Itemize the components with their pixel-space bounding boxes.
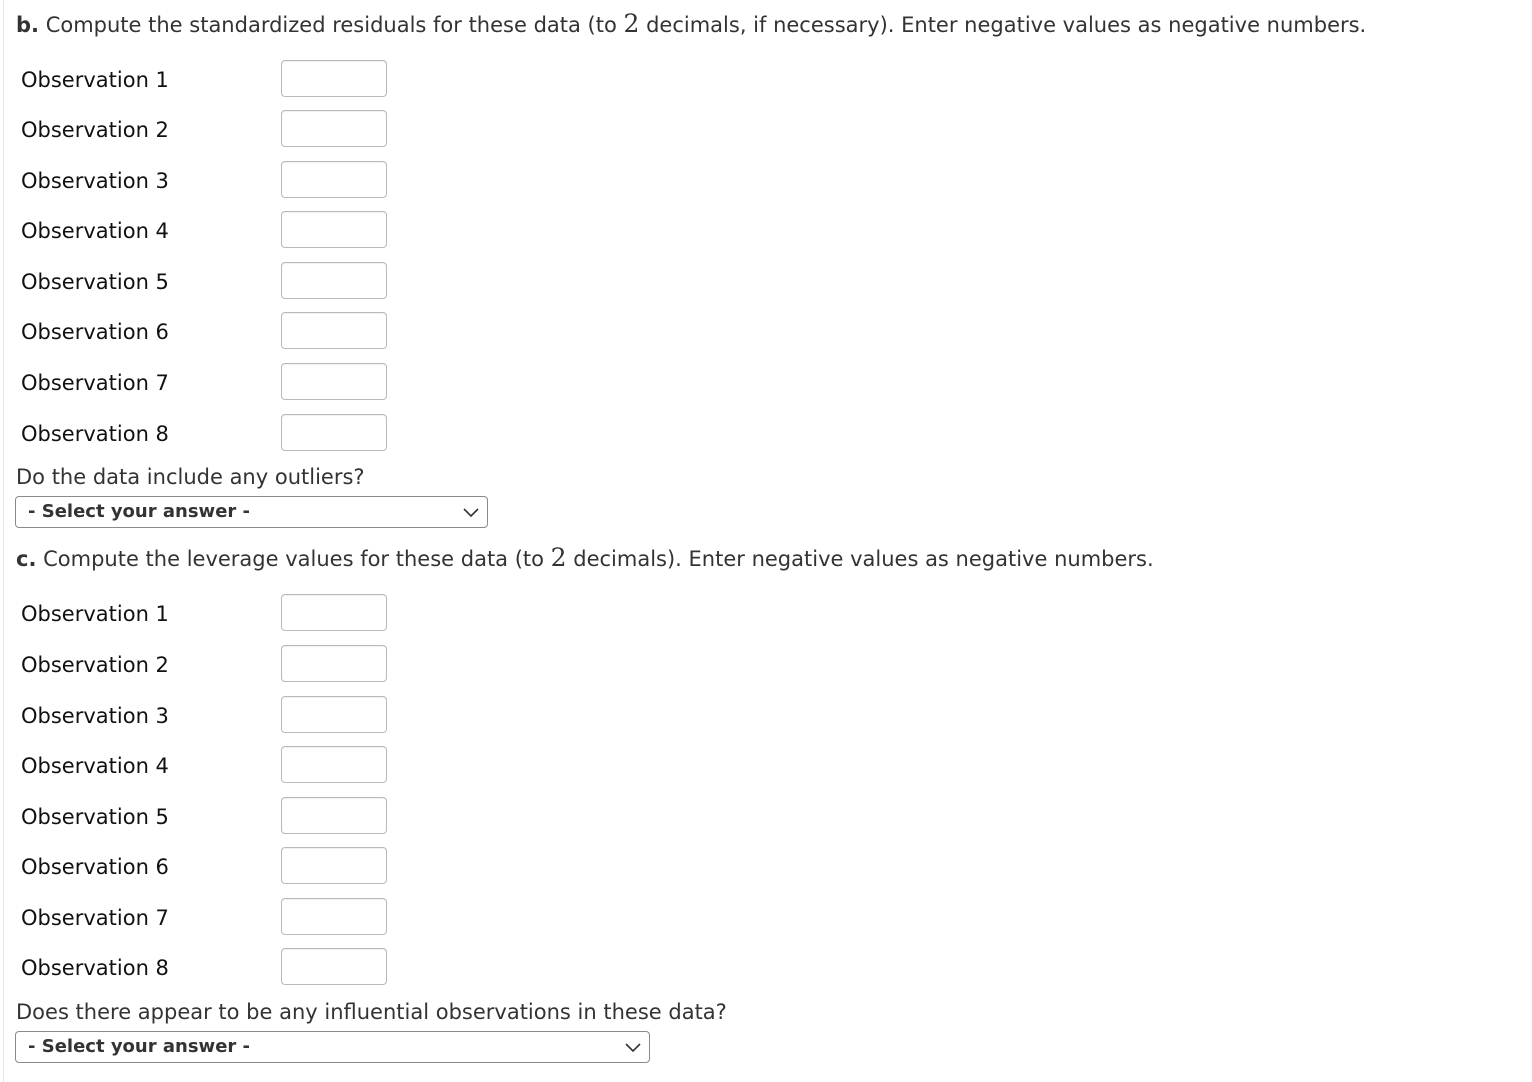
part-c-observation-row-5 (21, 797, 421, 837)
part-b-observation-8-input[interactable] (281, 414, 387, 451)
outliers-select[interactable] (15, 496, 488, 528)
part-c-observation-6-input[interactable] (281, 847, 387, 884)
part-b-observation-row-2 (21, 110, 421, 150)
observation-label: Observation 1 (21, 68, 169, 92)
part-c-observation-row-6 (21, 847, 421, 887)
part-b-observation-row-5 (21, 262, 421, 302)
part-b-decimals: 2 (623, 9, 640, 38)
part-c-decimals: 2 (550, 543, 567, 572)
part-b-observation-row-3 (21, 161, 421, 201)
part-c-text-before: Compute the leverage values for these data (to (36, 547, 551, 571)
part-c-letter: c. (16, 547, 37, 571)
outliers-prompt: Do the data include any outliers? (16, 465, 365, 489)
influential-select[interactable] (15, 1031, 650, 1063)
chevron-down-icon (623, 1037, 643, 1057)
observation-label: Observation 4 (21, 219, 169, 243)
outliers-select-value: - Select your answer - (28, 501, 251, 522)
part-b-text-after: decimals, if necessary). Enter negative values as negative numbers. (639, 13, 1367, 37)
observation-label: Observation 1 (21, 602, 169, 626)
observation-label: Observation 5 (21, 270, 169, 294)
part-b-observation-row-1 (21, 60, 421, 100)
part-c-observation-2-input[interactable] (281, 645, 387, 682)
part-b-question (16, 10, 1366, 39)
part-b-observation-row-6 (21, 312, 421, 352)
part-c-observation-row-7 (21, 898, 421, 938)
influential-prompt: Does there appear to be any influential observations in these data? (16, 1000, 727, 1024)
observation-label: Observation 6 (21, 855, 169, 879)
part-c-text-after: decimals). Enter negative values as negative numbers. (566, 547, 1154, 571)
observation-label: Observation 6 (21, 320, 169, 344)
observation-label: Observation 7 (21, 371, 169, 395)
part-c-observation-row-4 (21, 746, 421, 786)
part-c-observation-7-input[interactable] (281, 898, 387, 935)
observation-label: Observation 7 (21, 906, 169, 930)
part-c-observation-5-input[interactable] (281, 797, 387, 834)
observation-label: Observation 4 (21, 754, 169, 778)
part-c-observation-4-input[interactable] (281, 746, 387, 783)
influential-select-value: - Select your answer - (28, 1036, 251, 1057)
left-border (3, 0, 4, 1082)
part-b-observation-row-8 (21, 414, 421, 454)
part-b-observation-3-input[interactable] (281, 161, 387, 198)
part-c-observation-row-2 (21, 645, 421, 685)
observation-label: Observation 2 (21, 118, 169, 142)
part-c-observation-row-1 (21, 594, 421, 634)
observation-label: Observation 3 (21, 169, 169, 193)
part-b-observation-row-4 (21, 211, 421, 251)
part-b-text-before: Compute the standardized residuals for these data (to (39, 13, 624, 37)
part-b-observation-2-input[interactable] (281, 110, 387, 147)
part-c-observation-8-input[interactable] (281, 948, 387, 985)
part-c-question (16, 544, 1154, 573)
part-c-observation-1-input[interactable] (281, 594, 387, 631)
part-b-letter: b. (16, 13, 40, 37)
observation-label: Observation 8 (21, 956, 169, 980)
part-b-observation-5-input[interactable] (281, 262, 387, 299)
observation-label: Observation 3 (21, 704, 169, 728)
part-b-observation-7-input[interactable] (281, 363, 387, 400)
part-b-observation-1-input[interactable] (281, 60, 387, 97)
part-b-observation-4-input[interactable] (281, 211, 387, 248)
observation-label: Observation 5 (21, 805, 169, 829)
part-c-observation-3-input[interactable] (281, 696, 387, 733)
part-b-observation-row-7 (21, 363, 421, 403)
part-c-observation-row-8 (21, 948, 421, 988)
part-b-observation-6-input[interactable] (281, 312, 387, 349)
chevron-down-icon (461, 502, 481, 522)
observation-label: Observation 8 (21, 422, 169, 446)
part-c-observation-row-3 (21, 696, 421, 736)
observation-label: Observation 2 (21, 653, 169, 677)
